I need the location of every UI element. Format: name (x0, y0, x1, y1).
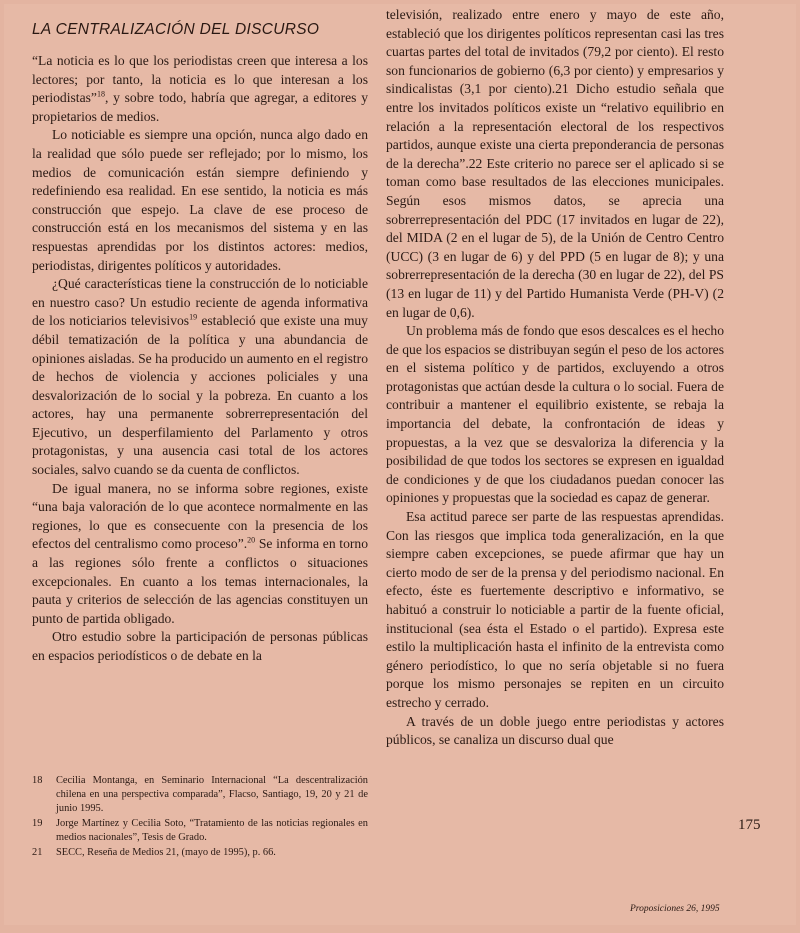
footnote-number: 19 (32, 818, 43, 829)
paragraph-1: “La noticia es lo que los periodistas creen que interesa a los lectores; por tanto, la noticia es lo que interesan a los periodistas”$^{18}$, y sobre todo, habría que agregar, a editores y propietarios de medios. (32, 53, 368, 124)
footnote-number: 18 (32, 775, 43, 786)
section-heading: LA CENTRALIZACIÓN DEL DISCURSO (32, 21, 320, 38)
footnote-number: 21 (32, 847, 43, 858)
paragraph-4: De igual manera, no se informa sobre regiones, existe “una baja valoración de lo que acontece normalmente en las regiones, lo que es consecuente con la presencia de los efectos del centralismo como proceso”.$^{20}$ Se informa en torno a las regiones sólo frente a conflictos o situaciones excepcionales. En cuanto a los temas internacionales, la pauta y criterios de selección de las agencias constituyen un punto de partida obligado. (32, 480, 369, 626)
paragraph-8: Esa actitud parece ser parte de las respuestas aprendidas. Con las riesgos que implica toda generalización, en la que siempre caben excepciones, se puede afirmar que hay un cierto modo de ser de la prensa y del periodismo nacional. En efecto, éste es fuertemente descriptivo e informativo, se habituó a construir lo noticiable a partir de la fuente oficial, institucional (sea ésta el Estado o el partido). Expresa este estilo la multiplicación hasta el infinito de la entrevista como género periodístico, lo que no sería objetable si no fuera porque los mismo personajes se repiten en un circuito estrecho y cerrado. (386, 509, 724, 710)
footnote (32, 817, 368, 845)
paragraph-5: Otro estudio sobre la participación de personas públicas en espacios periodísticos o de debate en la (32, 629, 368, 663)
left-column (32, 20, 368, 666)
paragraph-2: Lo noticiable es siempre una opción, nunca algo dado en la realidad que sólo puede ser reflejado; por lo mismo, los medios de comunicación están siempre definiendo y redefiniendo esa realidad. En ese sentido, la noticia es más construcción que espejo. La clave de ese proceso de construcción está en los mecanismos del sistema y en las respuestas aprendidas por los distintos actores: medios, periodistas, dirigentes políticos y autoridades. (32, 127, 368, 273)
journal-footer: Proposiciones 26, 1995 (630, 904, 720, 914)
paragraph-7: Un problema más de fondo que esos descalces es el hecho de que los espacios se distribuyan según el peso de los actores en el sistema político y de partidos, excluyendo a otros protagonistas que actúan desde la cultura o lo social. Fuera de contribuir a mantener el equilibrio existente, se rebaja la importancia del debate, la confrontación de ideas y propuestas, a la vez que se desvaloriza la diferencia y la posibilidad de que todos los sectores se expresen en igualdad de condiciones y de que los ciudadanos puedan conocer las opiniones y propuestas que la sociedad es capaz de generar. (386, 323, 724, 506)
footnote-text: SECC, Reseña de Medios 21, (mayo de 1995), p. 66. (56, 847, 276, 858)
paragraph-3: ¿Qué características tiene la construcción de lo noticiable en nuestro caso? Un estudio reciente de agenda informativa de los noticiarios televisivos$^{19}$ estableció que existe una muy débil tematización de la política y una abundancia de opiniones aisladas. Se ha producido un aumento en el registro de hechos de violencia y acciones policiales y una desvalorización de lo social y la pobreza. En cuanto a los actores, hay una permanente sobrerrepresentación del Ejecutivo, un desperfilamiento del Parlamento y otros protagonistas, y una ausencia casi total de los actores sociales, salvo cuando se da cuenta de conflictos. (32, 276, 368, 478)
footnote-ref-18: 18 (96, 89, 105, 99)
footnote-ref-20: 20 (247, 535, 256, 545)
right-column (386, 6, 724, 750)
document-page (4, 4, 796, 925)
footnotes (32, 774, 368, 861)
footnote-text: Cecilia Montanga, en Seminario Internacional “La descentralización chilena en una perspectiva comparada”, Flacso, Santiago, 19, 20 y 21 de junio 1995. (56, 775, 368, 814)
footnote-ref-19: 19 (189, 312, 198, 322)
page-number: 175 (738, 817, 761, 833)
footnote (32, 846, 368, 860)
footnote-text: Jorge Martínez y Cecilia Soto, “Tratamiento de las noticias regionales en medios nacionales”, Tesis de Grado. (56, 818, 368, 843)
paragraph-9: A través de un doble juego entre periodistas y actores públicos, se canaliza un discurso dual que (386, 713, 724, 748)
footnote (32, 774, 368, 816)
paragraph-6: televisión, realizado entre enero y mayo de este año, estableció que los dirigentes políticos representan casi las tres cuartas partes del total de invitados (79,2 por ciento). El resto son funcionarios de gobierno (6,3 por ciento) y empresarios y sindicalistas (3,1 por ciento).21 Dicho estudio señala que entre los invitados políticos existe un “relativo equilibrio en relación a la representación electoral de los respectivos partidos, aunque existe una cierta preponderancia de personas de la derecha”.22 Este criterio no parece ser el aplicado si se toman como base resultados de las elecciones municipales. Según esos mismos datos, se aprecia una sobrerrepresentación del PDC (17 invitados en lugar de 22), del MIDA (2 en el lugar de 5), de la Unión de Centro Centro (UCC) (3 en lugar de 6) y del PPD (5 en lugar de 8); y una sobrerrepresentación de la derecha (30 en lugar de 22), del PS (13 en lugar de 11) y del Partido Humanista Verde (PH-V) (2 en lugar de 0,6). (386, 7, 724, 320)
